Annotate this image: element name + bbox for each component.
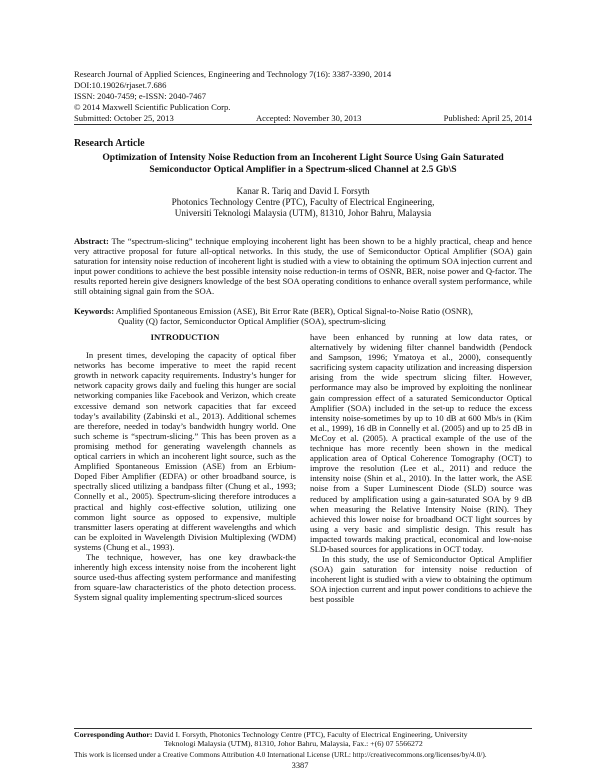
- header-divider: [74, 124, 532, 125]
- introduction-heading: INTRODUCTION: [150, 332, 220, 342]
- accepted-date: Accepted: November 30, 2013: [255, 113, 362, 123]
- doi: DOI:10.19026/rjaset.7.686: [74, 80, 167, 90]
- intro-paragraph-3: have been enhanced by running at low data rates, or alternatively by widening filter channel bandwidth (Pendock and Sampson, 1996; Ymatoya et al., 2000), consequently sacrificing system capacity utilization and increasing dispersion arising from the wide spectrum slicing filter. However, performance may also be improved by exploiting the nonlinear gain compression effect of a saturated Semiconductor Optical Amplifier (SOA) included in the set-up to reduce the excess intensity noise-sometimes by up to 10 dB at 600 Mb/s in (Kim et al., 1999), 16 dB in Connelly et al. (2005) and up to 25 dB in McCoy et al. (2005). A practical example of the use of the technique has more recently been shown in the medical application area of Optical Coherence Tomography (OCT) to improve the resolution (Lee et al., 2011) and reduce the intensity noise (Shin et al., 2010). In the latter work, the ASE noise from a Super Luminescent Diode (SLD) source was reduced by amplification using a gain-saturated SOA by 9 dB when measuring the Relative Intensity Noise (RIN). They achieved this lower noise for broadband OCT light sources by using a very basic and simplistic design. This result has impacted towards making practical, economical and low-noise SLD-based sources for applications in OCT today.: [310, 332, 532, 554]
- keywords-line-1: Amplified Spontaneous Emission (ASE), Bit Error Rate (BER), Optical Signal-to-Noise Ratio (OSNR),: [114, 306, 473, 316]
- paper-title: Optimization of Intensity Noise Reduction from an Incoherent Light Source Using Gain Saturated Semiconductor Optical Amplifier in a Spectrum-sliced Channel at 2.5 Gb\S: [102, 152, 504, 175]
- right-column: [310, 332, 532, 605]
- journal-header: [74, 69, 534, 113]
- affiliation-line-2: Universiti Teknologi Malaysia (UTM), 81310, Johor Bahru, Malaysia: [174, 208, 432, 218]
- corr-text-2: Teknologi Malaysia (UTM), 81310, Johor Bahru, Malaysia, Fax.: +(6) 07 5566272: [164, 739, 423, 749]
- article-dates: [74, 113, 532, 123]
- intro-paragraph-2: The technique, however, has one key drawback-the inherently high excess intensity noise from the incoherent light source used-thus affecting system performance and manifesting from square-law characteristics of the photo detection process. System signal quality implementing spectrum-sliced sources: [74, 551, 296, 603]
- abstract-text: The “spectrum-slicing” technique employing incoherent light has been shown to be a highly practical, cheap and hence very attractive proposal for future all-optical networks. In this study, the use of Semiconductor Optical Amplifier (SOA) gain saturation for intensity noise reduction of incoherent light is studied with a view to obtaining the optimum SOA injection current and input power conditions to achieve the best possible intensity noise reduction-in terms of OSNR, BER, noise power and Q-factor. The results reported herein give designers knowledge of the best SOA operating conditions to enhance overall system performance, while still obtaining signal gain from the SOA.: [74, 236, 532, 297]
- corresponding-author: [74, 730, 532, 749]
- page-number: 3387: [291, 761, 309, 770]
- article-type: Research Article: [74, 138, 145, 149]
- intro-paragraph-4: In this study, the use of Semiconductor Optical Amplifier (SOA) gain saturation for intensity noise reduction of incoherent light is studied with a view to obtaining the optimum SOA injection current and input power conditions to achieve the best possible: [310, 554, 532, 605]
- issn: ISSN: 2040-7459; e-ISSN: 2040-7467: [74, 91, 207, 101]
- copyright: © 2014 Maxwell Scientific Publication Corp.: [74, 102, 231, 112]
- author-names: Kanar R. Tariq and David I. Forsyth: [236, 186, 370, 196]
- journal-citation: Research Journal of Applied Sciences, Engineering and Technology 7(16): 3387-3390, 2014: [74, 69, 392, 79]
- left-column: [74, 332, 296, 602]
- author-block: [74, 186, 532, 219]
- corr-text: David I. Forsyth, Photonics Technology Centre (PTC), Faculty of Electrical Engineering, University: [152, 730, 468, 739]
- footer-divider: [74, 728, 532, 729]
- keywords: [74, 306, 532, 326]
- abstract-label: Abstract:: [74, 236, 109, 246]
- keywords-label: Keywords:: [74, 306, 115, 316]
- published-date: Published: April 25, 2014: [443, 113, 532, 123]
- affiliation-line-1: Photonics Technology Centre (PTC), Faculty of Electrical Engineering,: [171, 197, 435, 207]
- intro-paragraph-1: In present times, developing the capacity of optical fiber networks has become imperative to meet the rapid recent growth in network capacity requirements. Industry’s hunger for network capacity grows daily and fueling this hunger are social networking companies like Facebook and Verizon, which create excessive demand son network capacities that far exceed today’s availability (Zabinski et al., 2013). Additional schemes are therefore, needed in today’s bandwidth hungry world. One such scheme is “spectrum-slicing.” This has been proven as a promising method for generating wavelength channels as optical carriers in which an incoherent light source, such as the Amplified Spontaneous Emission (ASE) from an Erbium-Doped Fiber Amplifier (EDFA) or other broadband source, is spectrally sliced utilizing a bandpass filter (Chung et al., 1993; Connelly et al., 2005). Spectrum-slicing therefore introduces a practical and highly cost-effective solution, utilizing one common light source as opposed to expensive, multiple transmitter lasers operating at different wavelengths and which can be exploited in Wavelength Division Multiplexing (WDM) systems (Chung et al., 1993).: [74, 350, 296, 552]
- corr-label: Corresponding Author:: [74, 730, 153, 739]
- abstract: [74, 236, 532, 297]
- submitted-date: Submitted: October 25, 2013: [74, 113, 174, 123]
- keywords-line-2: Quality (Q) factor, Semiconductor Optical Amplifier (SOA), spectrum-slicing: [118, 316, 386, 327]
- license-note: This work is licensed under a Creative Commons Attribution 4.0 International License (URL: http://creativecommons.org/licenses/by/4.0/).: [74, 750, 487, 759]
